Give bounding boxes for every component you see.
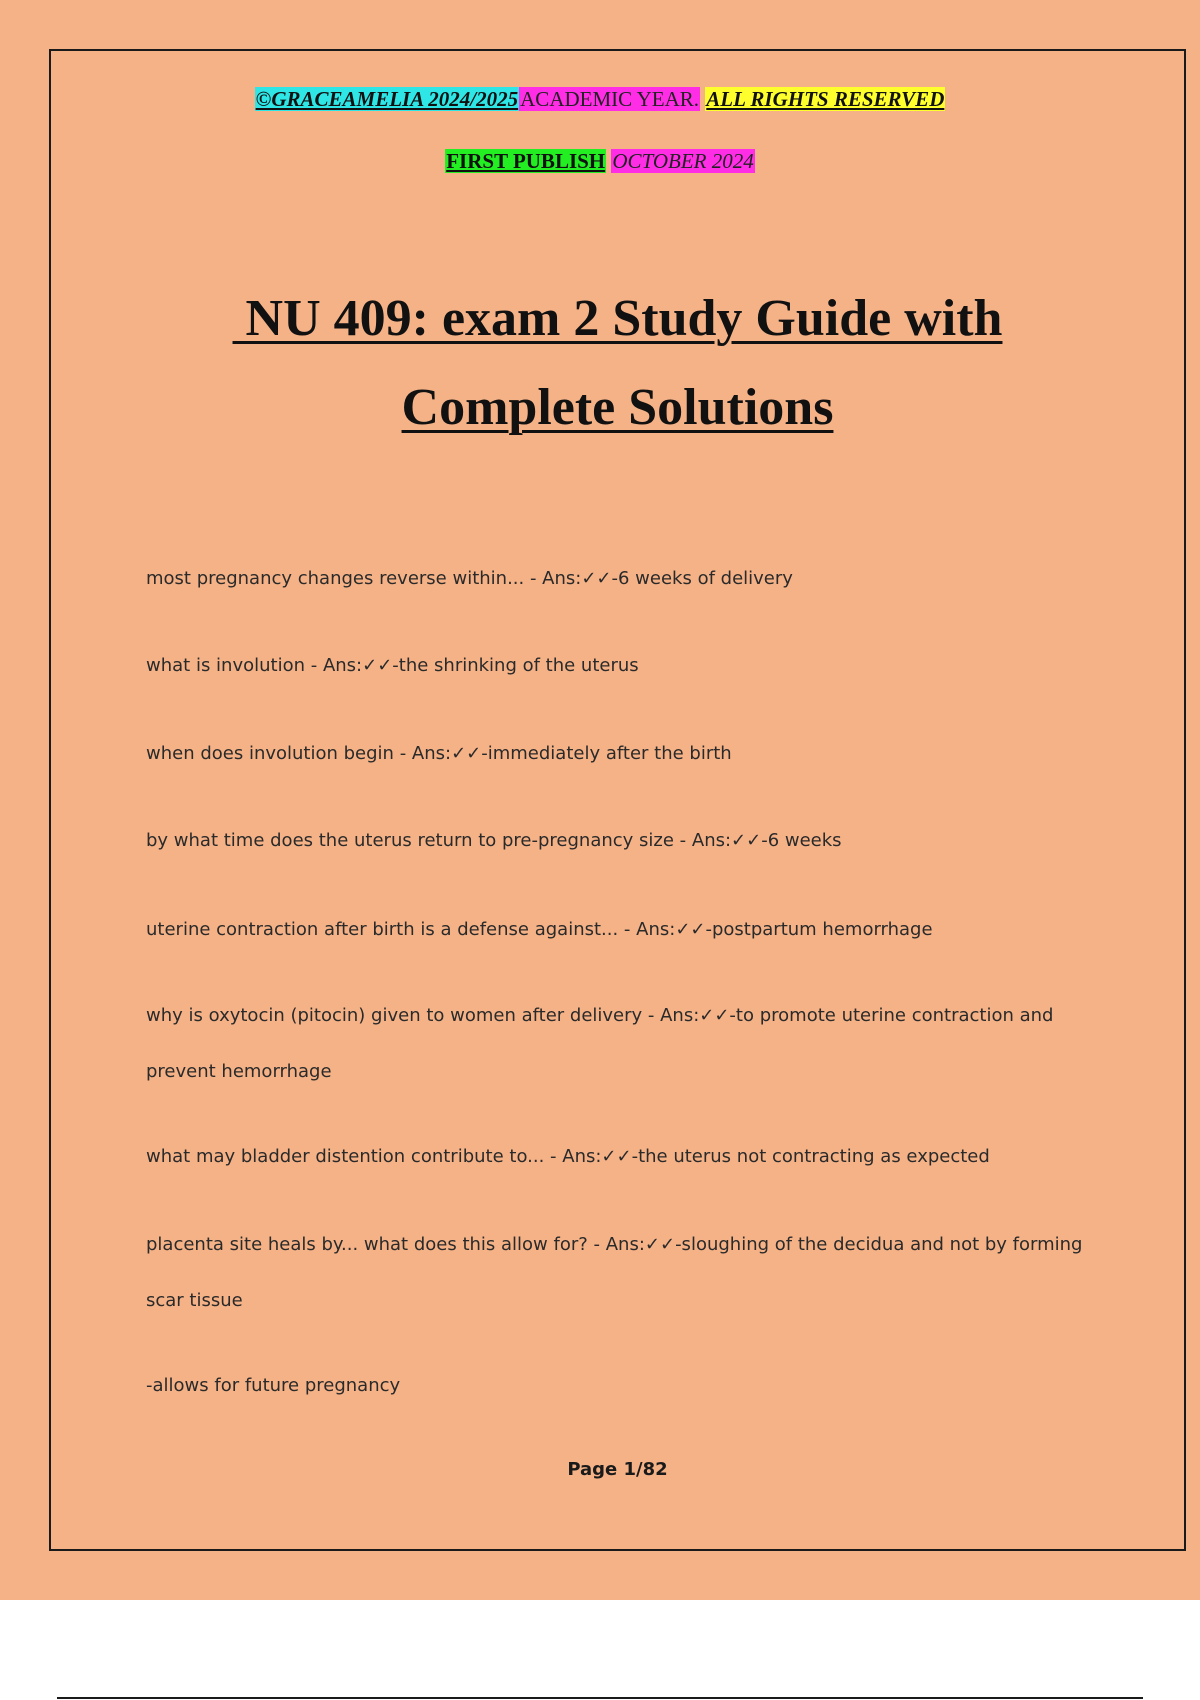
copyright-text: ©GRACEAMELIA 2024/2025 xyxy=(255,87,519,111)
qa-item-7: what may bladder distention contribute to... - Ans:✓✓-the uterus not contracting as expected xyxy=(146,1146,990,1167)
publish-month-text: OCTOBER 2024 xyxy=(612,149,754,173)
document-title-line-2: Complete Solutions xyxy=(401,379,834,436)
qa-item-6: why is oxytocin (pitocin) given to women after delivery - Ans:✓✓-to promote uterine contraction and prevent hemorrhage xyxy=(146,1005,1054,1082)
rights-reserved-text: ALL RIGHTS RESERVED xyxy=(706,87,945,111)
qa-item-3: when does involution begin - Ans:✓✓-immediately after the birth xyxy=(146,743,732,764)
page-number: Page 1/82 xyxy=(567,1459,668,1480)
bottom-divider xyxy=(57,1697,1143,1699)
qa-item-4: by what time does the uterus return to pre-pregnancy size - Ans:✓✓-6 weeks xyxy=(146,830,842,851)
document-title-line-1: NU 409: exam 2 Study Guide with xyxy=(232,290,1003,347)
header-copyright-line xyxy=(0,86,1200,112)
qa-item-5: uterine contraction after birth is a defense against... - Ans:✓✓-postpartum hemorrhage xyxy=(146,919,933,940)
qa-item-9: -allows for future pregnancy xyxy=(146,1375,401,1396)
first-publish-text: FIRST PUBLISH xyxy=(446,149,606,173)
qa-item-1: most pregnancy changes reverse within... - Ans:✓✓-6 weeks of delivery xyxy=(146,568,793,589)
qa-item-8: placenta site heals by... what does this allow for? - Ans:✓✓-sloughing of the decidua and not by forming scar tissue xyxy=(146,1234,1083,1311)
qa-item-2: what is involution - Ans:✓✓-the shrinking of the uterus xyxy=(146,655,639,676)
header-publish-line xyxy=(0,148,1200,174)
academic-year-text: ACADEMIC YEAR. xyxy=(520,87,700,111)
